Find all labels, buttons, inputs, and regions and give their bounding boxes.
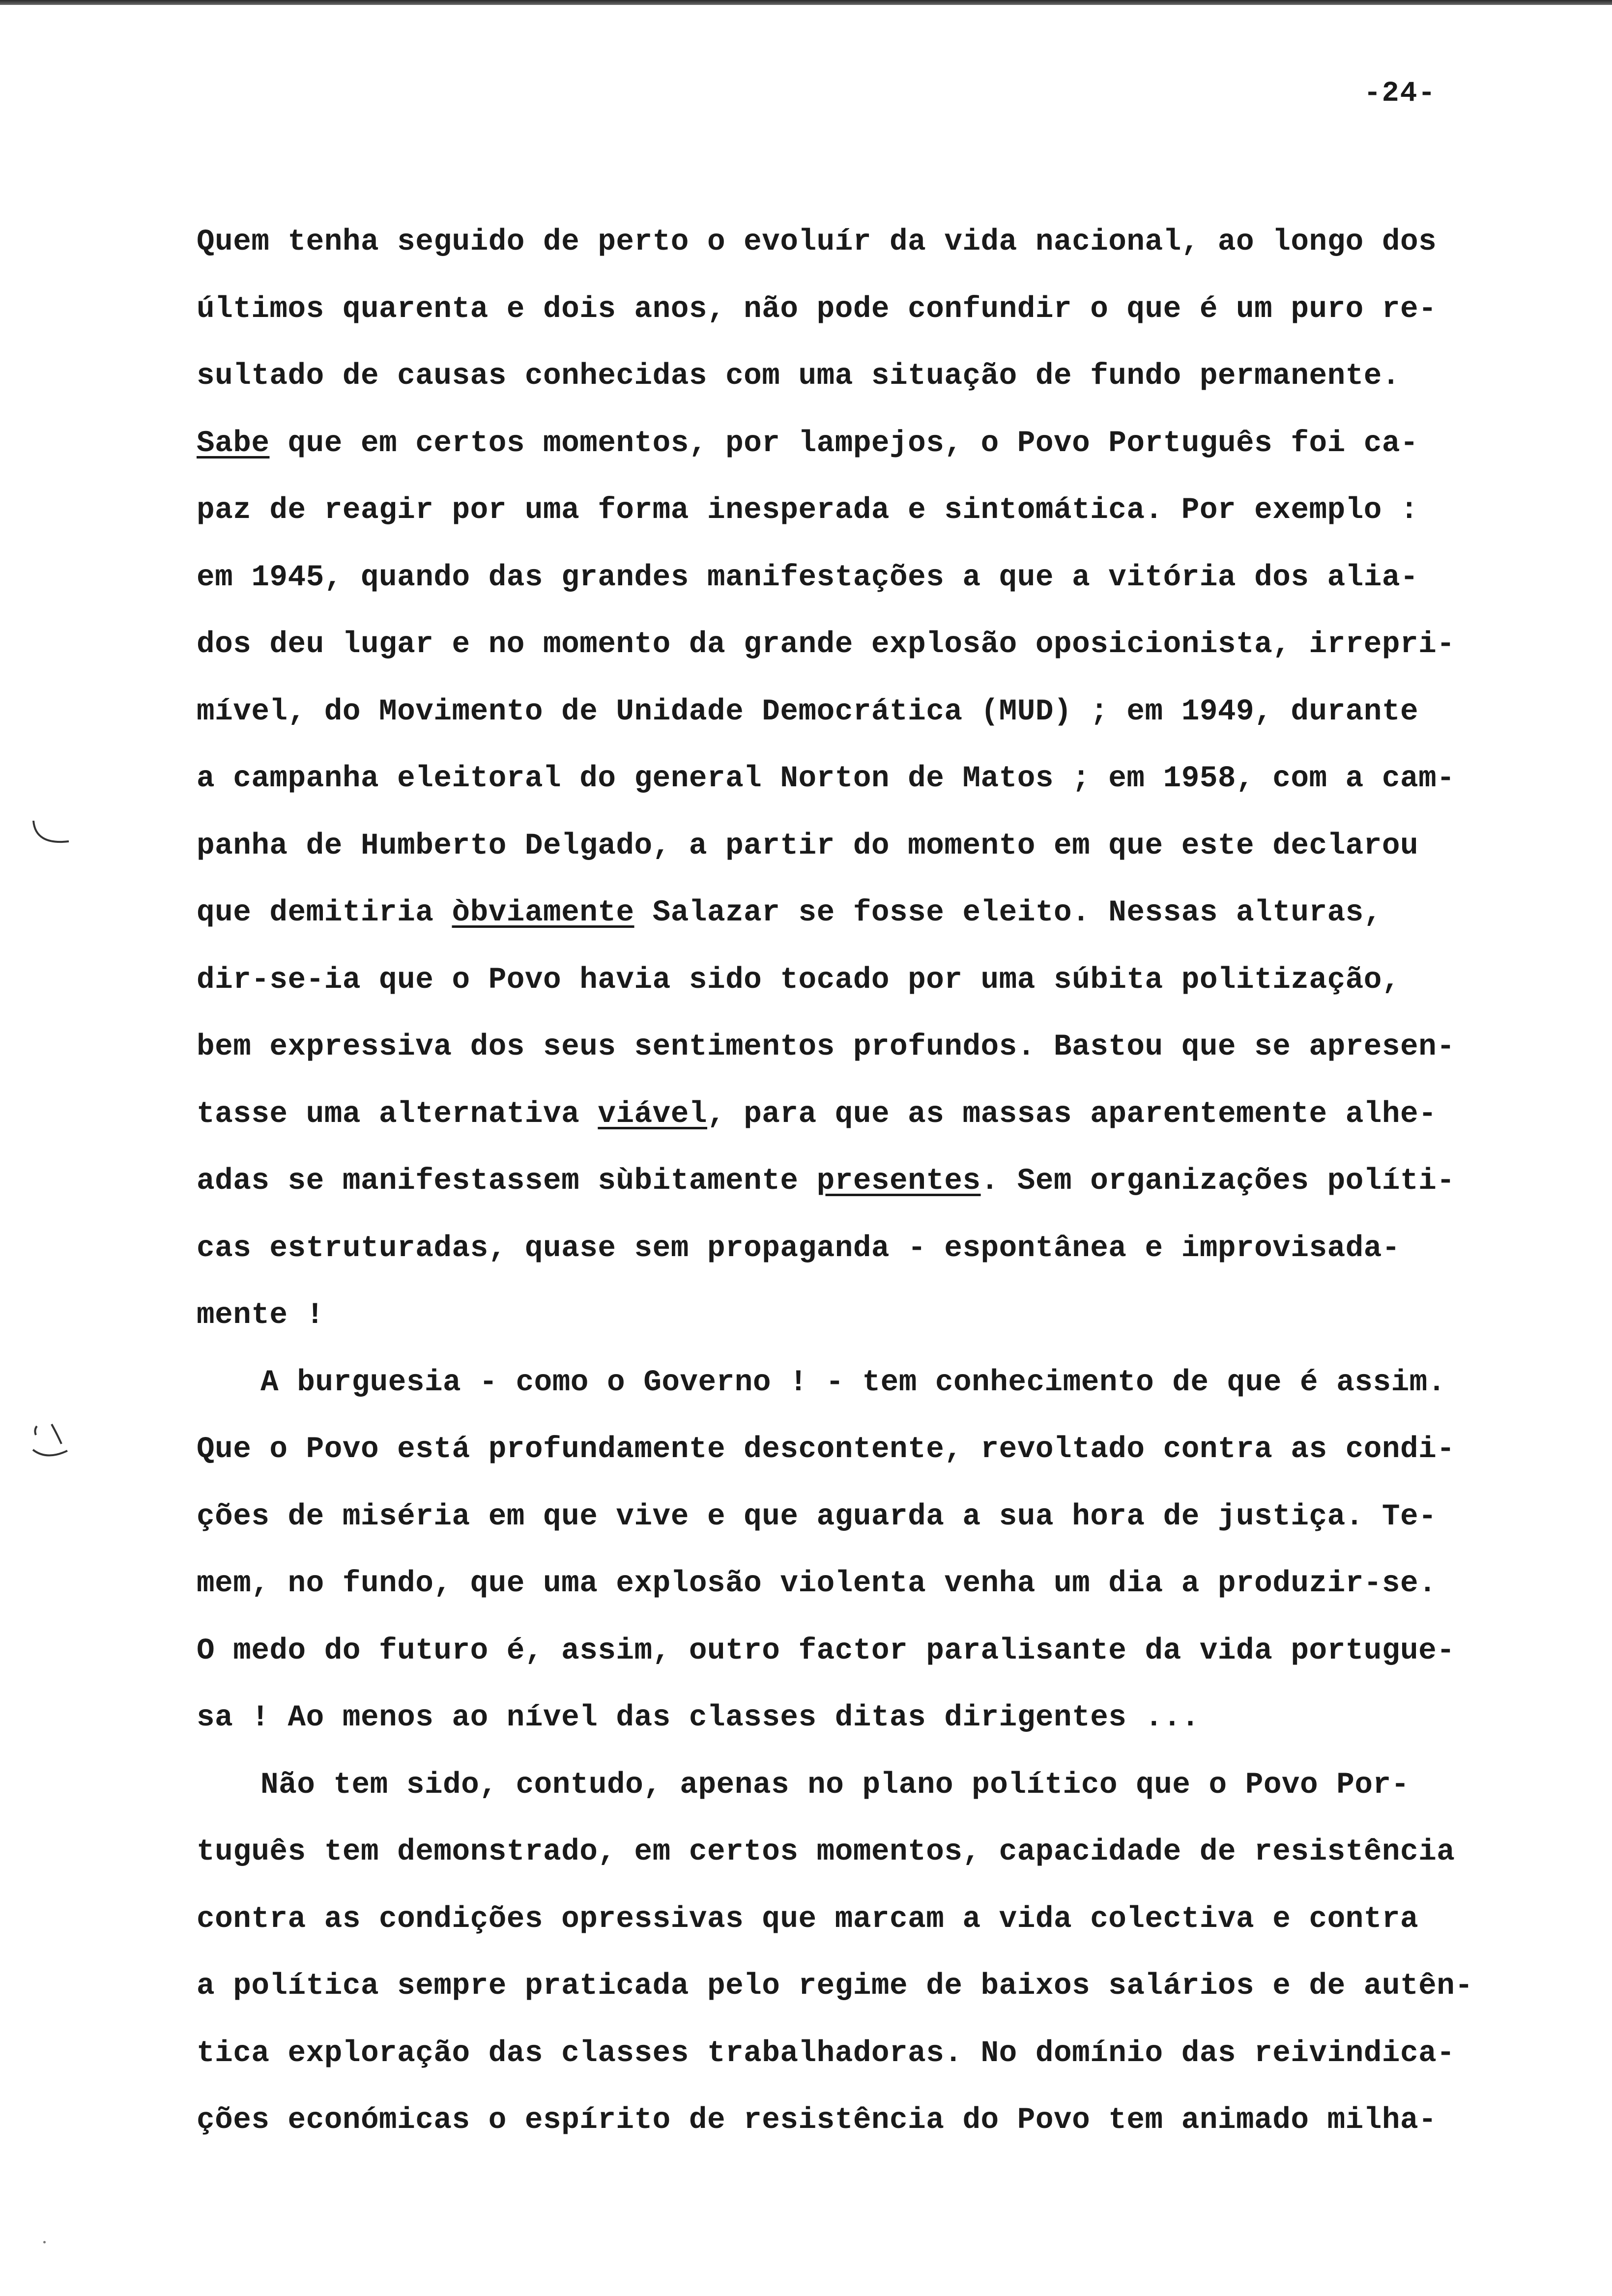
text-segment: , para que as massas aparentemente alhe- [707, 1097, 1437, 1131]
text-line: cas estruturadas, quase sem propaganda - espontânea e improvisada- [197, 1231, 1400, 1265]
text-line: panha de Humberto Delgado, a partir do momento em que este declarou [197, 829, 1419, 863]
text-line: em 1945, quando das grandes manifestações a que a vitória dos alia- [197, 560, 1419, 595]
margin-bracket-mark-2 [27, 1420, 76, 1469]
text-line: paz de reagir por uma forma inesperada e sintomática. Por exemplo : [197, 493, 1419, 527]
text-line: sa ! Ao menos ao nível das classes ditas dirigentes ... [197, 1701, 1200, 1735]
text-line: mem, no fundo, que uma explosão violenta venha um dia a produzir-se. [197, 1567, 1437, 1601]
text-line: Não tem sido, contudo, apenas no plano político que o Povo Por- [260, 1768, 1410, 1802]
text-line: mente ! [197, 1298, 324, 1332]
top-border-line [0, 0, 1612, 5]
text-line: tuguês tem demonstrado, em certos momentos, capacidade de resistência [197, 1835, 1455, 1869]
text-line: contra as condições opressivas que marcam a vida colectiva e contra [197, 1902, 1419, 1936]
body-text [197, 209, 1563, 2154]
underlined-word: presentes [816, 1164, 981, 1198]
underlined-word: Sabe [197, 426, 270, 460]
text-line: tica exploração das classes trabalhadoras. No domínio das reivindica- [197, 2036, 1455, 2070]
text-line: ções económicas o espírito de resistência do Povo tem animado milha- [197, 2103, 1437, 2137]
text-segment: que em certos momentos, por lampejos, o Povo Português foi ca- [269, 426, 1419, 460]
text-line: bem expressiva dos seus sentimentos profundos. Bastou que se apresen- [197, 1030, 1455, 1064]
text-segment: adas se manifestassem sùbitamente [197, 1164, 817, 1198]
margin-bracket-mark [29, 816, 74, 850]
text-line: dir-se-ia que o Povo havia sido tocado por uma súbita politização, [197, 963, 1400, 997]
paper-speck [43, 2241, 46, 2243]
text-segment: . Sem organizações políti- [980, 1164, 1455, 1198]
text-line [197, 410, 1563, 478]
text-line: a campanha eleitoral do general Norton de Matos ; em 1958, com a cam- [197, 762, 1455, 796]
text-line: mível, do Movimento de Unidade Democrática (MUD) ; em 1949, durante [197, 694, 1419, 729]
text-line [197, 1081, 1563, 1148]
text-line: A burguesia - como o Governo ! - tem conhecimento de que é assim. [260, 1365, 1446, 1400]
text-segment: que demitiria [197, 896, 452, 930]
text-line: Que o Povo está profundamente descontente, revoltado contra as condi- [197, 1433, 1455, 1466]
underlined-word: òbviamente [452, 896, 634, 930]
text-line: O medo do futuro é, assim, outro factor paralisante da vida portugue- [197, 1634, 1455, 1668]
text-line: Quem tenha seguido de perto o evoluír da vida nacional, ao longo dos [197, 225, 1437, 259]
text-segment: Salazar se fosse eleito. Nessas alturas, [634, 896, 1382, 930]
text-line [197, 1148, 1563, 1215]
text-line: a política sempre praticada pelo regime de baixos salários e de autên- [197, 1969, 1473, 2003]
text-line [197, 880, 1563, 947]
text-segment: tasse uma alternativa [197, 1097, 598, 1131]
underlined-word: viável [598, 1097, 707, 1131]
text-line: ções de miséria em que vive e que aguarda a sua hora de justiça. Te- [197, 1499, 1437, 1534]
text-line: últimos quarenta e dois anos, não pode confundir o que é um puro re- [197, 292, 1437, 326]
text-line: dos deu lugar e no momento da grande explosão oposicionista, irrepri- [197, 628, 1455, 661]
text-line: sultado de causas conhecidas com uma situação de fundo permanente. [197, 359, 1400, 393]
page-number: -24- [1364, 78, 1437, 110]
